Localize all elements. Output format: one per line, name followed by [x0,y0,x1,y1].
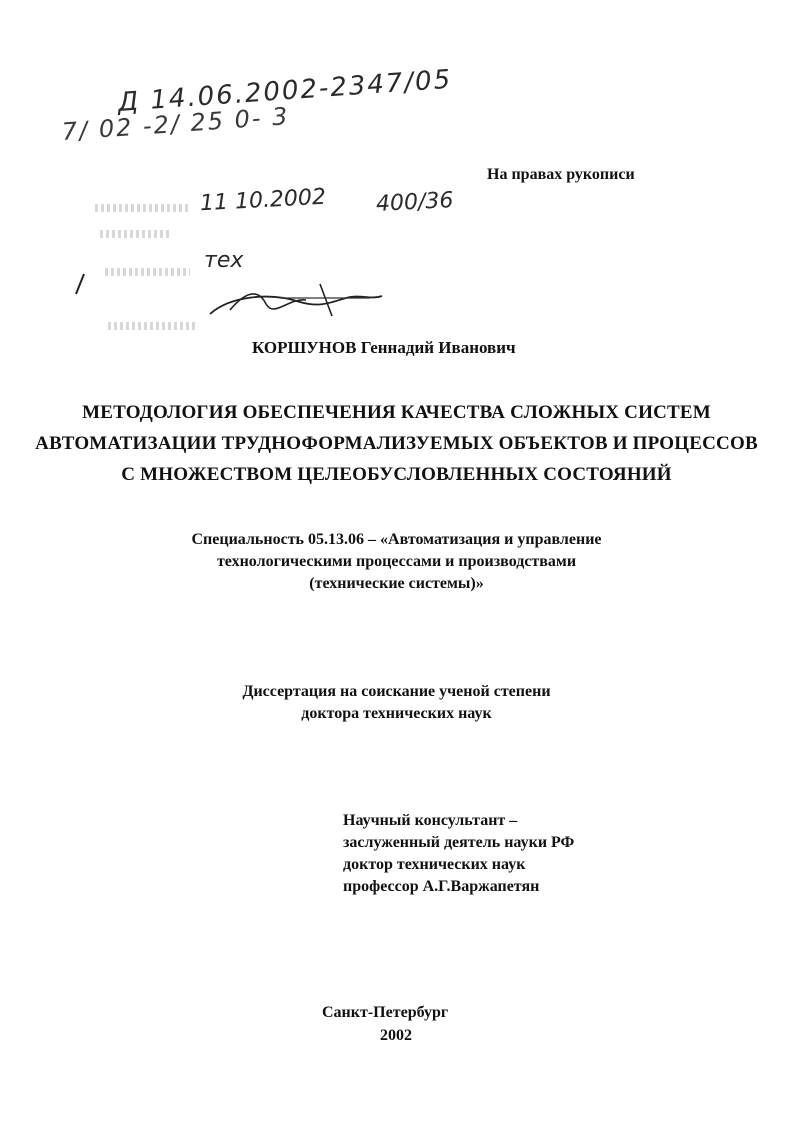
manuscript-rights: На правах рукописи [487,166,635,183]
faint-stamp-mark [100,230,170,238]
dissertation-title-line: АВТОМАТИЗАЦИИ ТРУДНОФОРМАЛИЗУЕМЫХ ОБЪЕКТОВ И ПРОЦЕССОВ [35,433,758,454]
consultant-line: профессор А.Г.Варжапетян [343,878,540,895]
consultant-line: Научный консультант – [343,812,518,829]
handwritten-note: тех [204,248,244,273]
consultant-line: заслуженный деятель науки РФ [343,834,575,851]
degree-line: Диссертация на соискание ученой степени [242,683,551,700]
handwritten-stamp-number: 7/ 02 -2/ 25 0- 3 [61,102,291,146]
consultant-block [343,810,574,898]
consultant-line: доктор технических наук [343,856,526,873]
signature-stroke [320,284,332,316]
signature-mark [70,262,410,324]
faint-stamp-mark [95,204,190,212]
dissertation-title-line: С МНОЖЕСТВОМ ЦЕЛЕОБУСЛОВЛЕННЫХ СОСТОЯНИЙ [121,464,672,485]
specialty-line: Специальность 05.13.06 – «Автоматизация и управление [191,531,602,548]
handwritten-registration: Д 14.06.2002-2347/05 [116,64,454,118]
author-name: КОРШУНОВ Геннадий Иванович [252,338,516,357]
specialty-line: (технические системы)» [309,575,484,592]
specialty-line: технологическими процессами и производствами [216,553,577,570]
dissertation-title-line: МЕТОДОЛОГИЯ ОБЕСПЕЧЕНИЯ КАЧЕСТВА СЛОЖНЫХ СИСТЕМ [82,402,711,423]
handwritten-date: 11 10.2002 [199,184,327,217]
city: Санкт-Петербург [322,1004,449,1021]
signature-stroke [76,274,84,294]
handwritten-number: 400/36 [375,187,455,218]
degree-line: доктора технических наук [301,705,492,722]
signature-stroke [210,296,382,314]
year: 2002 [380,1027,412,1044]
